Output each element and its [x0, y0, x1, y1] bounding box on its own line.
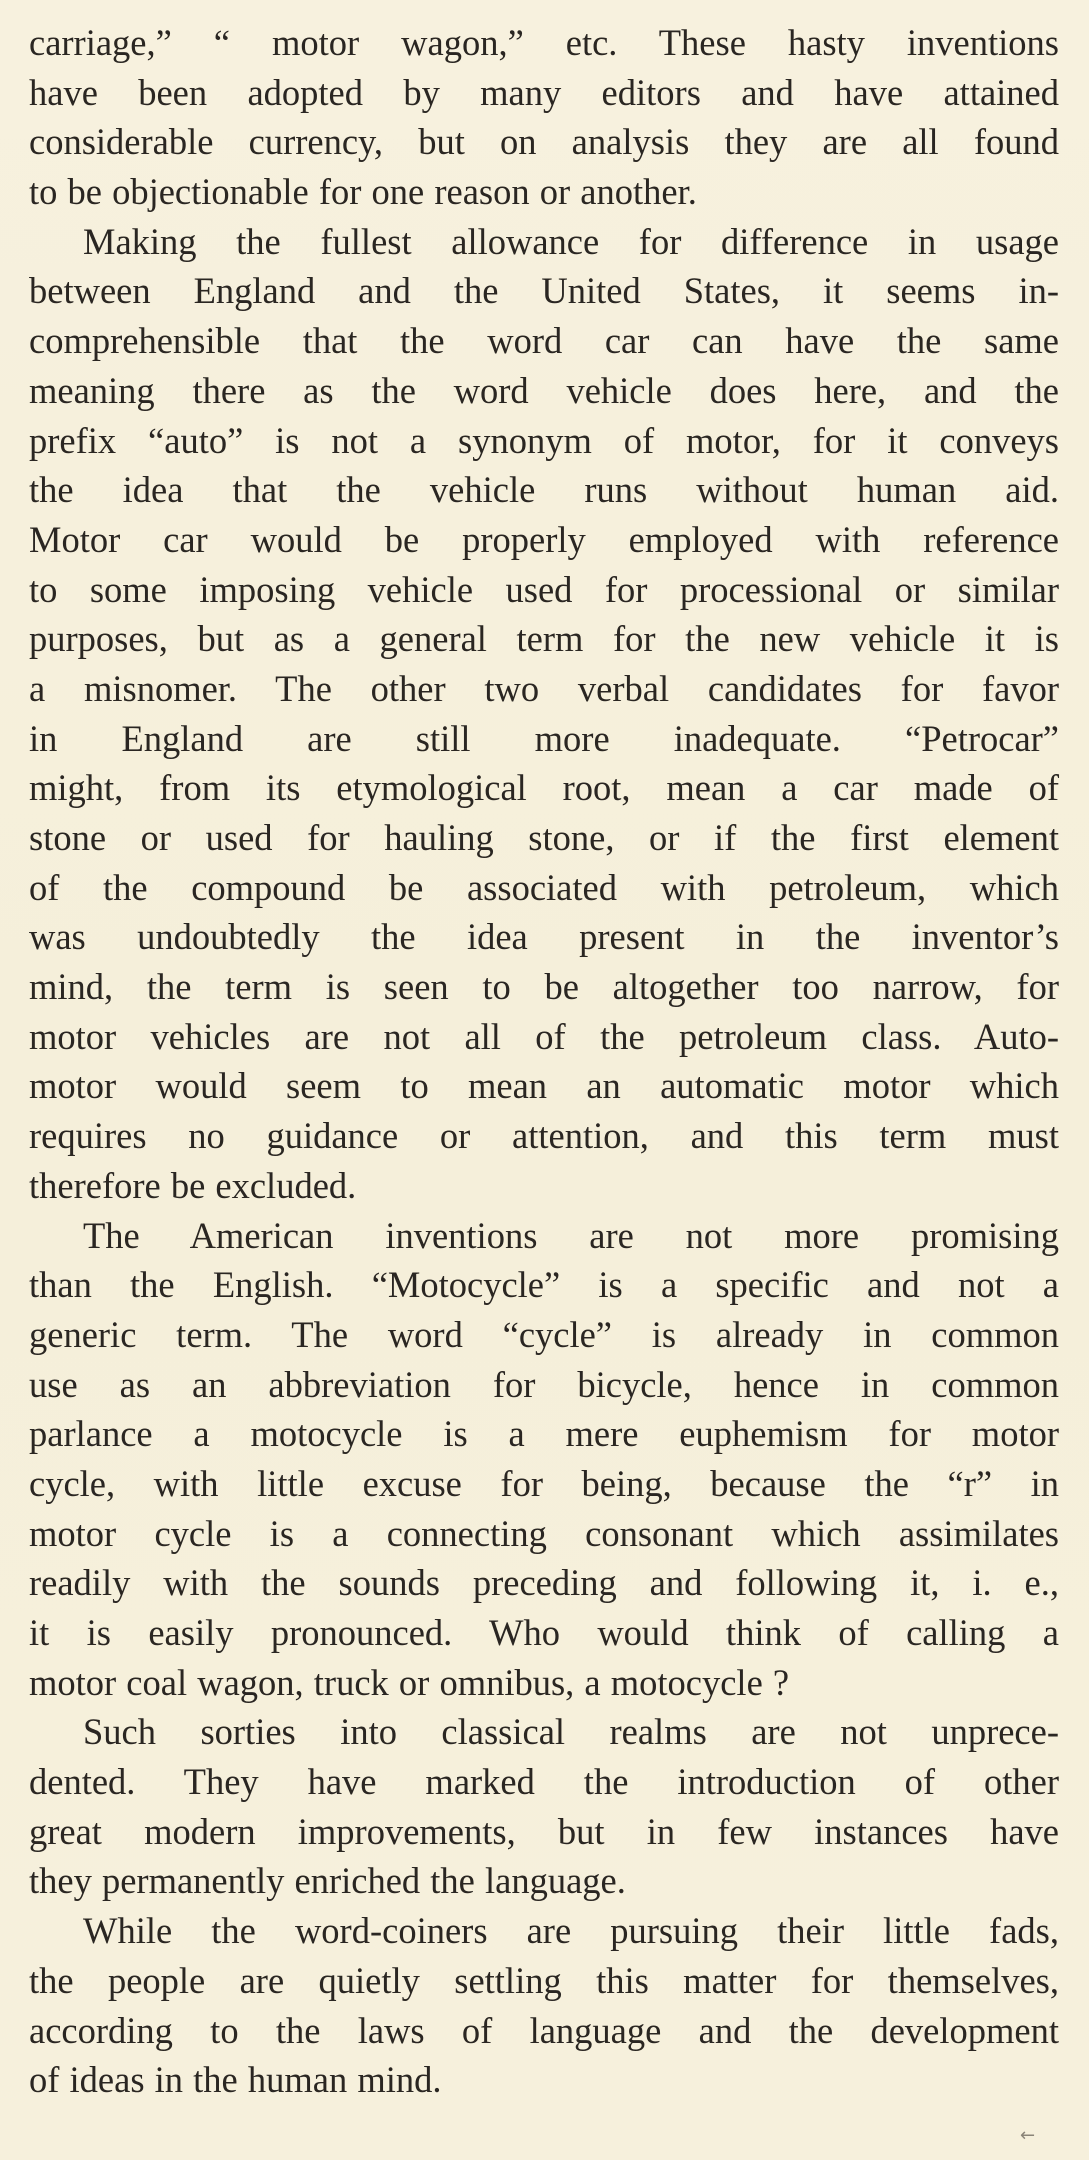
text-line: While the word-coiners are pursuing their little fads,: [83, 1910, 1059, 1952]
text-line: dented. They have marked the introduction of other: [29, 1761, 1059, 1803]
text-line: of the compound be associated with petroleum, which: [29, 866, 1059, 908]
text-line: cycle, with little excuse for being, because the “r” in: [29, 1462, 1059, 1504]
text-line: they permanently enriched the language.: [29, 1860, 626, 1902]
text-line: stone or used for hauling stone, or if the first element: [29, 817, 1059, 858]
text-line: than the English. “Motocycle” is a specific and not a: [29, 1264, 1059, 1306]
text-line: motor would seem to mean an automatic motor which: [29, 1065, 1059, 1107]
text-line: in England are still more inadequate. “Petrocar”: [29, 717, 1059, 759]
text-line: prefix “auto” is not a synonym of motor, for it conveys: [29, 419, 1059, 461]
text-line: motor vehicles are not all of the petroleum class. Auto-: [29, 1015, 1059, 1057]
text-line: therefore be excluded.: [29, 1164, 357, 1206]
text-line: of ideas in the human mind.: [29, 2059, 442, 2101]
text-line: according to the laws of language and the development: [29, 2009, 1059, 2051]
text-line: parlance a motocycle is a mere euphemism for motor: [29, 1413, 1059, 1455]
text-line: The American inventions are not more promising: [83, 1214, 1059, 1256]
text-line: the people are quietly settling this matter for themselves,: [29, 1959, 1059, 2001]
text-line: Such sorties into classical realms are not unprece-: [83, 1711, 1059, 1753]
corner-mark: ←: [1020, 2125, 1036, 2146]
text-line: motor coal wagon, truck or omnibus, a motocycle ?: [29, 1661, 790, 1703]
text-line: a misnomer. The other two verbal candidates for favor: [29, 667, 1059, 709]
article-body: [29, 18, 1059, 2105]
text-line: generic term. The word “cycle” is already in common: [29, 1313, 1059, 1355]
text-line: mind, the term is seen to be altogether too narrow, for: [29, 966, 1059, 1008]
text-line: Making the fullest allowance for difference in usage: [83, 220, 1059, 262]
text-line: carriage,” “ motor wagon,” etc. These hasty inventions: [29, 22, 1059, 63]
text-line: might, from its etymological root, mean a car made of: [29, 767, 1059, 809]
text-line: purposes, but as a general term for the new vehicle it is: [29, 618, 1059, 660]
text-line: between England and the United States, it seems in-: [29, 270, 1059, 312]
paragraph-4: [29, 1707, 1059, 1906]
text-line: great modern improvements, but in few instances have: [29, 1810, 1059, 1852]
text-line: considerable currency, but on analysis they are all found: [29, 121, 1059, 163]
text-line: to be objectionable for one reason or another.: [29, 171, 697, 213]
text-line: use as an abbreviation for bicycle, hence in common: [29, 1363, 1059, 1405]
paragraph-3: [29, 1211, 1059, 1708]
paragraph-1: [29, 18, 1059, 217]
text-line: was undoubtedly the idea present in the inventor’s: [29, 916, 1059, 958]
paragraph-2: [29, 217, 1059, 1211]
text-line: the idea that the vehicle runs without human aid.: [29, 469, 1059, 511]
text-line: comprehensible that the word car can have the same: [29, 320, 1059, 362]
text-line: readily with the sounds preceding and following it, i. e.,: [29, 1562, 1059, 1604]
text-line: motor cycle is a connecting consonant which assimilates: [29, 1512, 1059, 1554]
text-line: it is easily pronounced. Who would think of calling a: [29, 1612, 1059, 1653]
text-line: Motor car would be properly employed with reference: [29, 518, 1059, 560]
text-line: have been adopted by many editors and have attained: [29, 71, 1059, 113]
paragraph-5: [29, 1906, 1059, 2105]
text-line: to some imposing vehicle used for processional or similar: [29, 568, 1059, 610]
text-line: requires no guidance or attention, and this term must: [29, 1115, 1059, 1157]
text-line: meaning there as the word vehicle does here, and the: [29, 369, 1059, 411]
